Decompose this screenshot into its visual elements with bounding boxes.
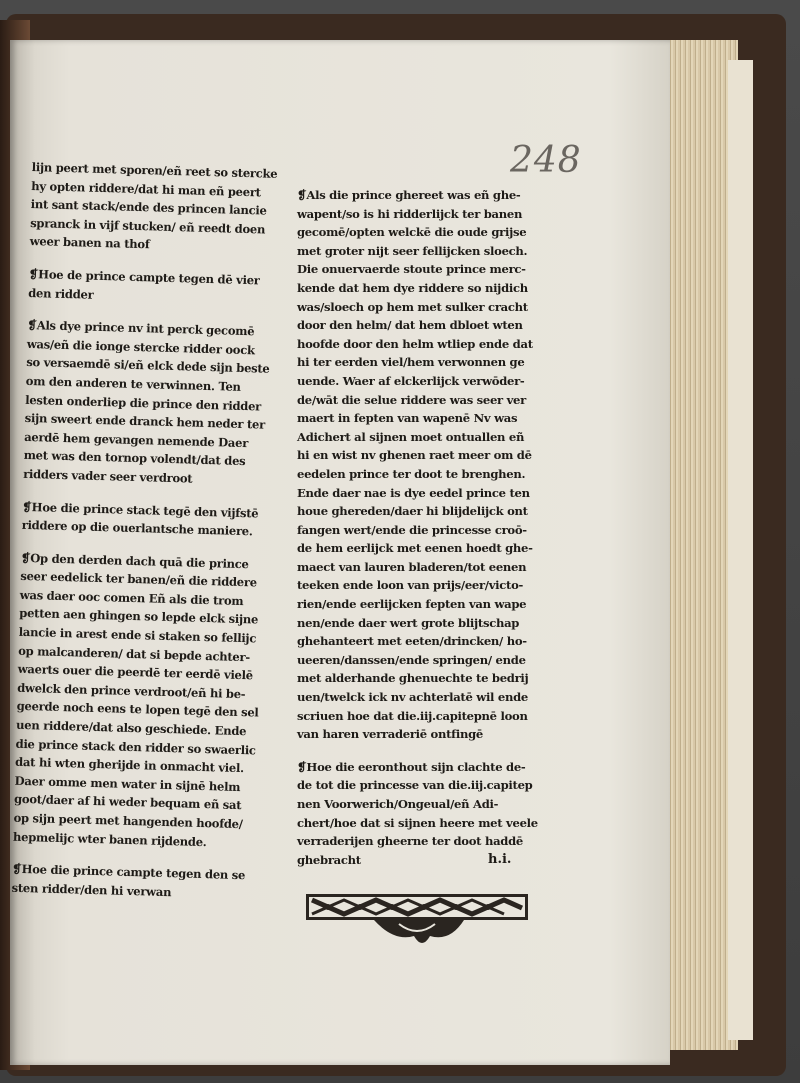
right-column-line: wapent/so is hi ridderlijck ter banen — [297, 206, 523, 221]
right-column-line: met alderhande ghenuechte te bedrij — [297, 671, 529, 686]
left-column-line: om den anderen te verwinnen. Ten — [25, 373, 241, 394]
left-column-line: sten ridder/den hi verwan — [11, 880, 172, 899]
left-column-line: dwelck den prince verdroot/eñ hi be- — [17, 680, 246, 702]
right-column-line: maect van lauren bladeren/tot eenen — [297, 559, 527, 574]
left-column-line: seer eedelick ter banen/eñ die riddere — [20, 569, 257, 590]
right-text-column — [297, 186, 538, 869]
left-column-line: Daer omme men water in sijnē helm — [14, 773, 241, 794]
right-column-line: uen/twelck ick nv achterlatē wil ende — [297, 690, 528, 705]
left-column-line: op sijn peert met hangenden hoofde/ — [13, 810, 243, 832]
right-column-line: gecomē/opten welckē die oude grijse — [297, 225, 527, 240]
right-column-line: Ende daer nae is dye eedel prince ten — [297, 485, 530, 500]
left-column-line: ❡Hoe die prince stack tegē den vijfstē — [22, 499, 259, 520]
right-column-line: van haren verraderiē ontfingē — [297, 727, 483, 742]
right-column-line: chert/hoe dat si sijnen heere met veele — [297, 815, 538, 830]
right-column-line: teeken ende loon van prijs/eer/victo- — [297, 578, 524, 593]
woodcut-ornament — [304, 892, 534, 954]
right-column-line: uende. Waer af elckerlijck verwōder- — [297, 373, 525, 388]
right-column-line: kende dat hem dye riddere so nijdich — [297, 280, 528, 295]
back-cover-edge — [728, 60, 753, 1040]
right-column-line: maert in fepten van wapenē Nv was — [297, 411, 518, 426]
right-column-line: Die onuervaerde stoute prince merc- — [297, 262, 526, 277]
left-column-line: ❡Als dye prince nv int perck gecomē — [27, 318, 255, 339]
left-column-line: hepmelijc wter banen rijdende. — [12, 829, 207, 849]
left-column-line: uen riddere/dat also geschiede. Ende — [15, 717, 247, 739]
left-column-line: waerts ouer die peerdē ter eerdē vielē — [17, 662, 253, 683]
right-column-line: ghehanteert met eeten/drincken/ ho- — [297, 634, 527, 649]
left-column-line: hy opten riddere/dat hi man eñ peert — [31, 178, 261, 199]
left-column-line: geerde noch eens te lopen tegē den sel — [16, 699, 259, 720]
right-column-line: fangen wert/ende die princesse croō- — [297, 522, 527, 537]
left-column-line: goot/daer af hi weder bequam eñ sat — [13, 792, 242, 813]
right-column-line: nen Voorwerich/Ongeual/eñ Adi- — [297, 797, 499, 811]
right-column-line: rien/ende eerlijcken fepten van wape — [297, 597, 527, 612]
page-number: 248 — [510, 140, 582, 181]
right-column-line: was/sloech op hem met sulker cracht — [297, 299, 528, 314]
left-column-line: weer banen na thof — [29, 234, 150, 252]
right-column-line: ❡Hoe die eeronthout sijn clachte de- — [297, 759, 526, 774]
right-column-line: Adichert al sijnen moet ontuallen eñ — [297, 429, 525, 444]
left-column-line: lancie in arest ende si staken so fellijc — [18, 624, 257, 646]
right-column-line: houe ghereden/daer hi blijdelijck ont — [297, 504, 528, 519]
right-column-line: ghebracht — [297, 852, 361, 867]
left-column-line: ❡Hoe de prince campte tegen dē vier — [28, 266, 260, 288]
left-column-line: sijn sweert ende dranck hem neder ter — [24, 411, 266, 432]
right-column-line: met groter nijt seer fellijcken sloech. — [297, 243, 528, 258]
left-column-line: met was den tornop volendt/dat des — [23, 448, 246, 469]
left-column-line: ❡Op den derden dach quā die prince — [20, 550, 249, 571]
left-column-line: petten aen ghingen so lepde elck sijne — [19, 606, 259, 627]
right-column-line: ❡Als die prince ghereet was eñ ghe- — [297, 188, 521, 202]
left-column-line: was/eñ die ionge stercke ridder oock — [26, 336, 255, 358]
signature-mark: h.i. — [488, 852, 512, 867]
left-column-line: die prince stack den ridder so swaerlic — [15, 736, 256, 758]
right-column-line: hi en wist nv ghenen raet meer om dē — [297, 448, 532, 463]
left-column-line: lijn peert met sporen/eñ reet so stercke — [31, 159, 278, 181]
paragraph-gap — [297, 744, 538, 758]
left-column-line: ridders vader seer verdroot — [22, 466, 193, 486]
right-column-line: door den helm/ dat hem dbloet wten — [297, 318, 523, 333]
left-column-line: lesten onderliep die prince den ridder — [25, 392, 262, 414]
right-column-line: scriuen hoe dat die.iij.capitepnē loon — [297, 708, 528, 723]
left-column-line: riddere op die ouerlantsche maniere. — [21, 517, 253, 539]
right-column-line: verraderijen gheerne ter doot haddē — [297, 834, 523, 849]
right-column-line: ueeren/danssen/ende springen/ ende — [297, 652, 526, 667]
right-column-line: hoofde door den helm wtliep ende dat — [297, 336, 533, 351]
right-column-line: eedelen prince ter doot te brenghen. — [297, 466, 526, 481]
right-column-line: nen/ende daer wert grote blijtschap — [297, 615, 520, 630]
left-column-line: aerdē hem gevangen nemende Daer — [24, 429, 249, 450]
left-column-line: op malcanderen/ dat si bepde achter- — [18, 643, 251, 664]
left-column-line: spranck in vijf stucken/ eñ reedt doen — [29, 215, 266, 237]
left-text-column — [11, 158, 277, 904]
right-column-line: de tot die princesse van die.iij.capitep — [297, 778, 533, 793]
right-column-line: hi ter eerden viel/hem verwonnen ge — [297, 355, 525, 370]
left-column-line: so versaemdē si/eñ elck dede sijn beste — [26, 355, 270, 377]
book-page — [10, 40, 670, 1065]
left-column-line: dat hi wten gherijde in onmacht viel. — [14, 754, 244, 776]
left-column-line: was daer ooc comen Eñ als die trom — [19, 587, 244, 608]
left-column-line: ❡Hoe die prince campte tegen den se — [11, 861, 246, 883]
right-column-line: de hem eerlijck met eenen hoedt ghe- — [297, 541, 533, 556]
right-column-line: de/wāt die selue riddere was seer ver — [297, 392, 526, 407]
left-column-line: den ridder — [28, 285, 94, 302]
left-column-line: int sant stack/ende des princen lancie — [30, 197, 267, 218]
